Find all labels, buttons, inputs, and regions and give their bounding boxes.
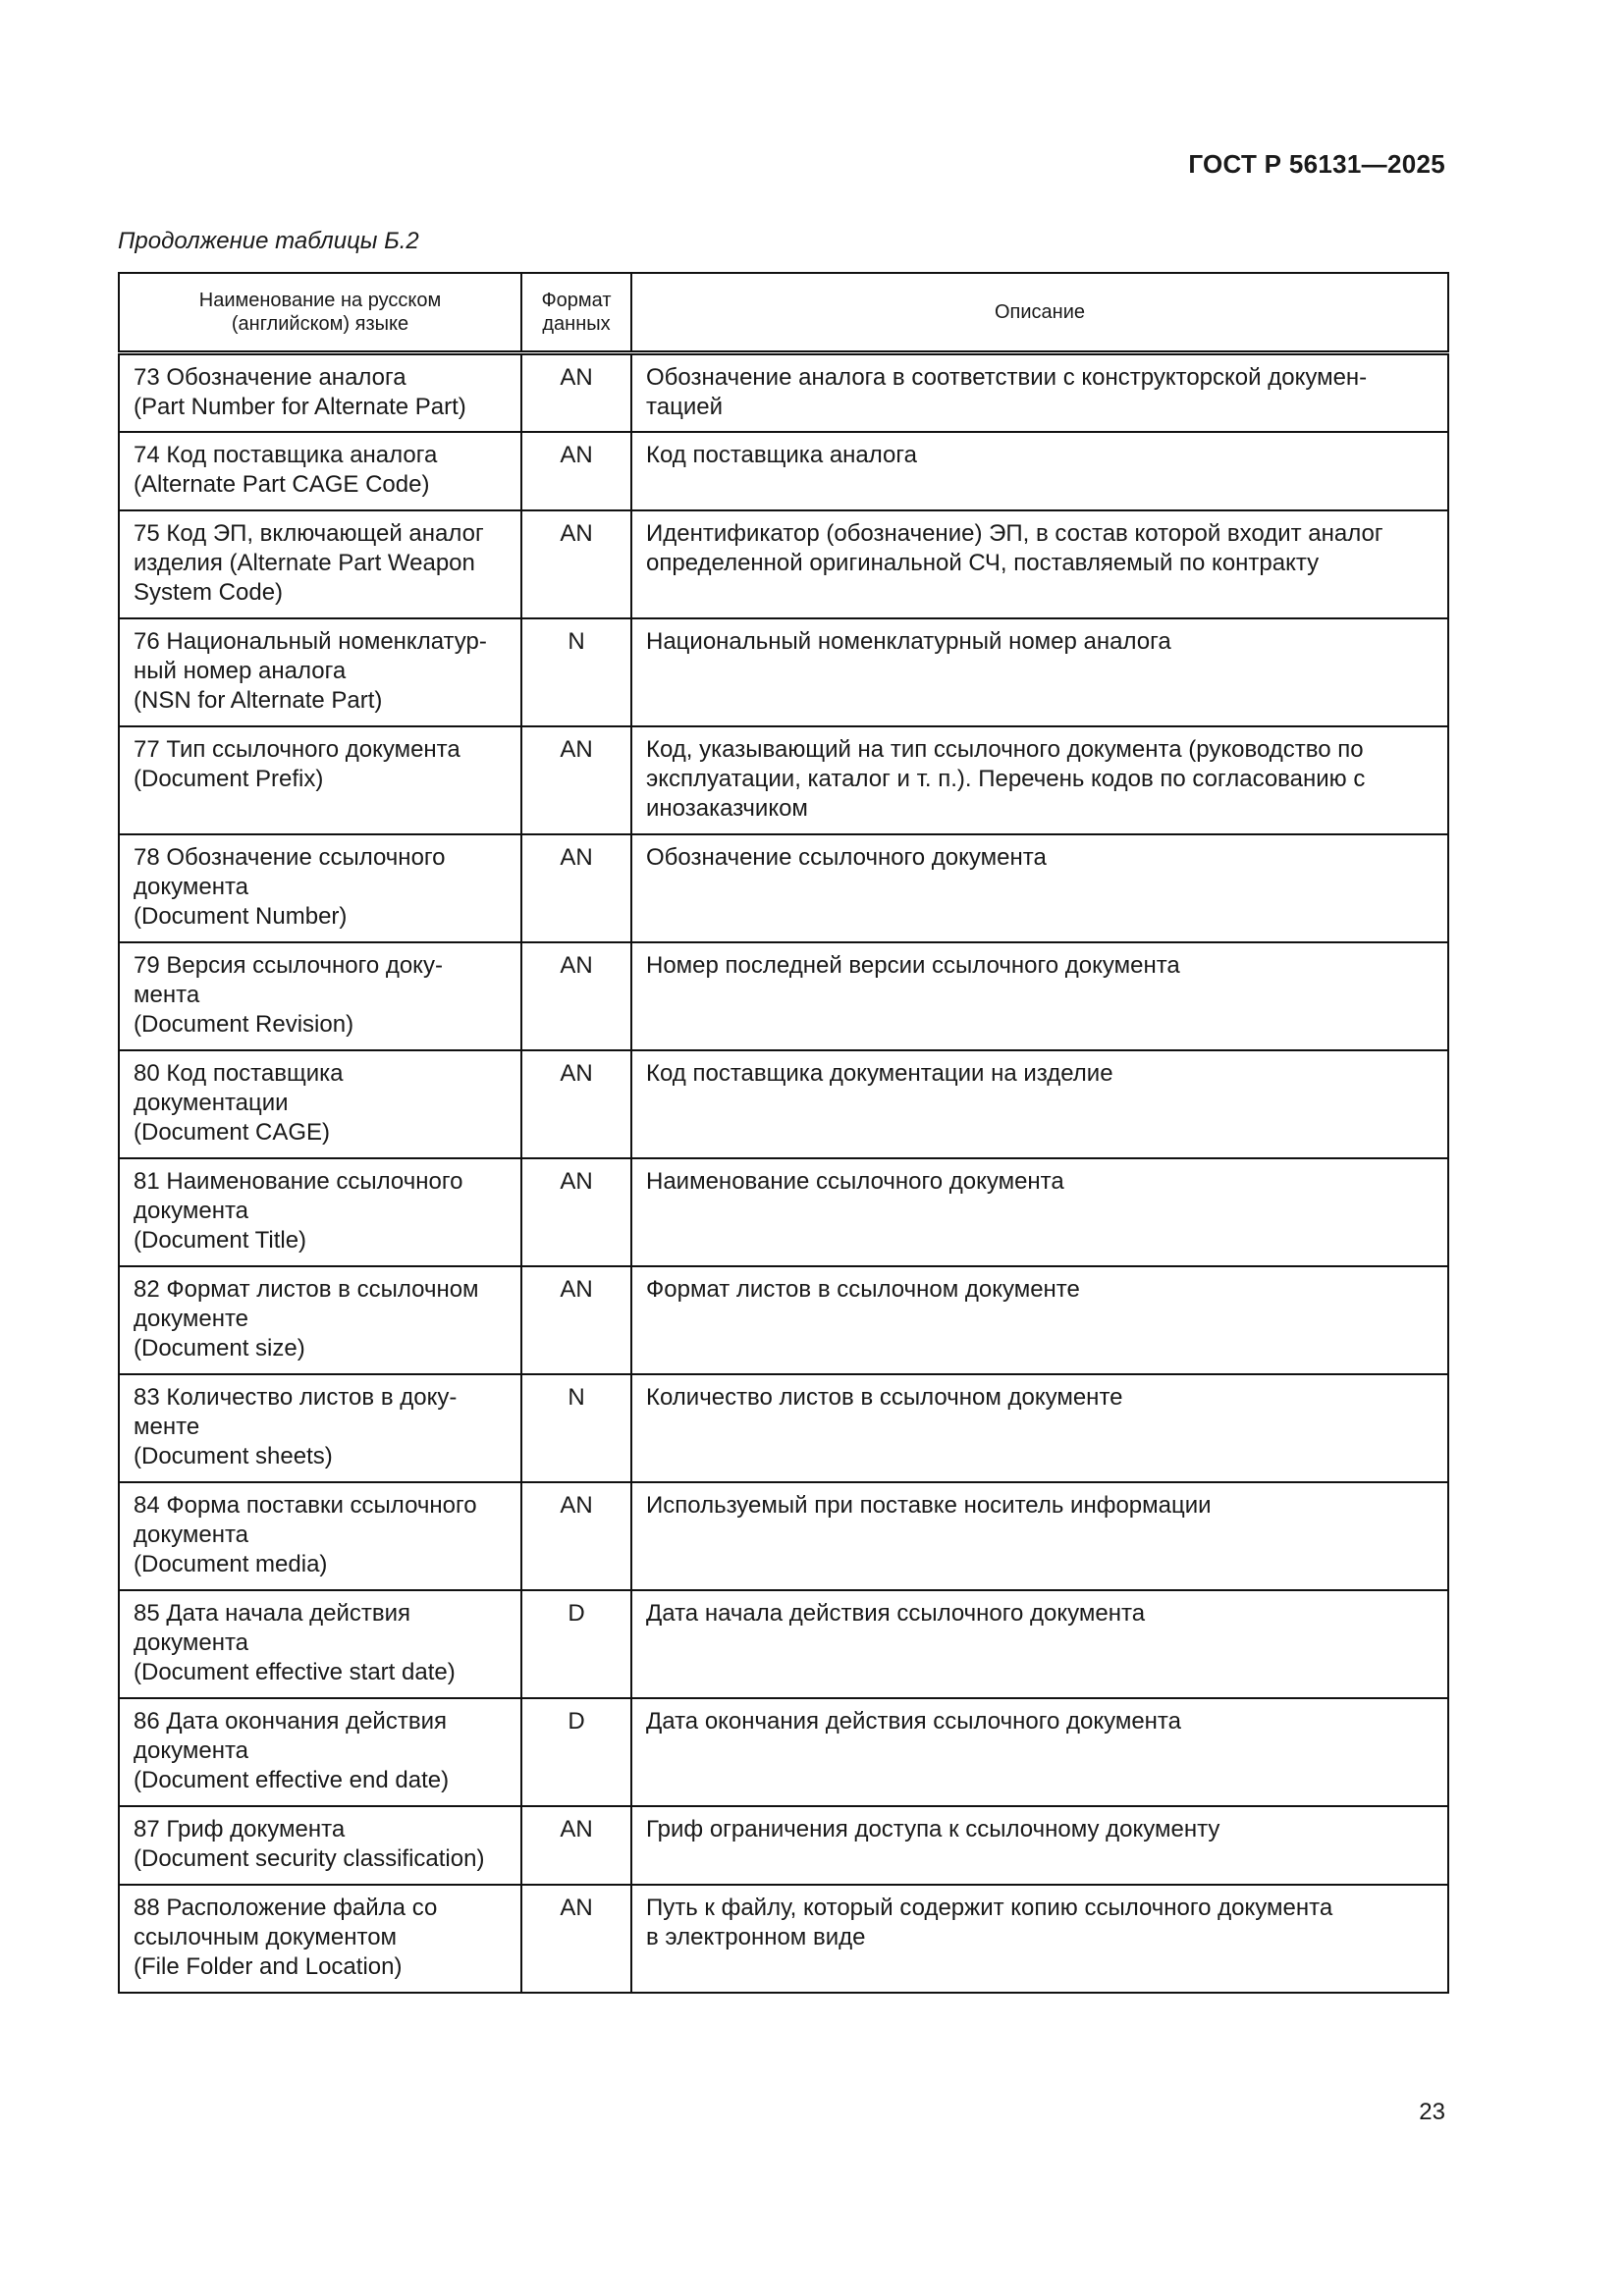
cell-description: Национальный номенклатурный номер аналога [631,618,1448,726]
cell-description: Количество листов в ссылочном документе [631,1374,1448,1482]
cell-format: D [521,1698,631,1806]
cell-name: 74 Код поставщика аналога (Alternate Part CAGE Code) [119,432,521,510]
cell-format: D [521,1590,631,1698]
cell-description: Код поставщика аналога [631,432,1448,510]
cell-name: 75 Код ЭП, включающей аналог изделия (Alternate Part Weapon System Code) [119,510,521,618]
cell-description: Номер последней версии ссылочного документа [631,942,1448,1050]
data-table [118,272,1449,1994]
table-row [119,1158,1448,1266]
cell-format: AN [521,353,631,432]
table-row [119,1482,1448,1590]
cell-format: AN [521,834,631,942]
cell-format: AN [521,1885,631,1993]
cell-description: Гриф ограничения доступа к ссылочному документу [631,1806,1448,1885]
column-header-description: Описание [631,273,1448,353]
table-row [119,1374,1448,1482]
cell-name: 80 Код поставщика документации (Document CAGE) [119,1050,521,1158]
cell-name: 73 Обозначение аналога (Part Number for Alternate Part) [119,353,521,432]
cell-name: 76 Национальный номенклатур- ный номер аналога (NSN for Alternate Part) [119,618,521,726]
cell-name: 82 Формат листов в ссылочном документе (Document size) [119,1266,521,1374]
cell-description: Код, указывающий на тип ссылочного документа (руководство по эксплуатации, каталог и т. п.). Перечень кодов по согласованию с инозаказчиком [631,726,1448,834]
cell-description: Используемый при поставке носитель информации [631,1482,1448,1590]
table-row [119,353,1448,432]
cell-format: AN [521,1482,631,1590]
cell-name: 81 Наименование ссылочного документа (Document Title) [119,1158,521,1266]
table-row [119,510,1448,618]
column-header-name: Наименование на русском (английском) языке [119,273,521,353]
cell-format: N [521,1374,631,1482]
table-row [119,942,1448,1050]
cell-description: Идентификатор (обозначение) ЭП, в состав которой входит аналог определенной оригинальной СЧ, поставляемый по контракту [631,510,1448,618]
table-body [119,353,1448,1993]
table-row [119,1266,1448,1374]
table-row [119,834,1448,942]
cell-name: 78 Обозначение ссылочного документа (Document Number) [119,834,521,942]
cell-description: Обозначение аналога в соответствии с конструкторской докумен- тацией [631,353,1448,432]
page-number: 23 [1419,2099,1445,2125]
table-row [119,1806,1448,1885]
cell-format: AN [521,1050,631,1158]
cell-format: AN [521,510,631,618]
cell-name: 85 Дата начала действия документа (Document effective start date) [119,1590,521,1698]
cell-name: 84 Форма поставки ссылочного документа (Document media) [119,1482,521,1590]
cell-name: 77 Тип ссылочного документа (Document Prefix) [119,726,521,834]
cell-format: AN [521,432,631,510]
table-row [119,432,1448,510]
table-row [119,618,1448,726]
cell-name: 87 Гриф документа (Document security classification) [119,1806,521,1885]
table-row [119,1050,1448,1158]
table-row [119,1590,1448,1698]
table-row [119,1698,1448,1806]
cell-name: 83 Количество листов в доку- менте (Document sheets) [119,1374,521,1482]
cell-description: Код поставщика документации на изделие [631,1050,1448,1158]
cell-description: Формат листов в ссылочном документе [631,1266,1448,1374]
cell-description: Наименование ссылочного документа [631,1158,1448,1266]
cell-format: AN [521,942,631,1050]
table-header-row [119,273,1448,353]
cell-name: 86 Дата окончания действия документа (Document effective end date) [119,1698,521,1806]
table-row [119,1885,1448,1993]
cell-description: Дата начала действия ссылочного документа [631,1590,1448,1698]
standard-code: ГОСТ Р 56131—2025 [1188,149,1445,179]
cell-format: AN [521,1266,631,1374]
cell-format: AN [521,726,631,834]
cell-description: Путь к файлу, который содержит копию ссылочного документа в электронном виде [631,1885,1448,1993]
table-caption: Продолжение таблицы Б.2 [118,228,419,254]
cell-format: AN [521,1158,631,1266]
column-header-format: Формат данных [521,273,631,353]
cell-description: Обозначение ссылочного документа [631,834,1448,942]
cell-name: 79 Версия ссылочного доку- мента (Document Revision) [119,942,521,1050]
cell-format: AN [521,1806,631,1885]
cell-format: N [521,618,631,726]
cell-name: 88 Расположение файла со ссылочным документом (File Folder and Location) [119,1885,521,1993]
cell-description: Дата окончания действия ссылочного документа [631,1698,1448,1806]
table-row [119,726,1448,834]
